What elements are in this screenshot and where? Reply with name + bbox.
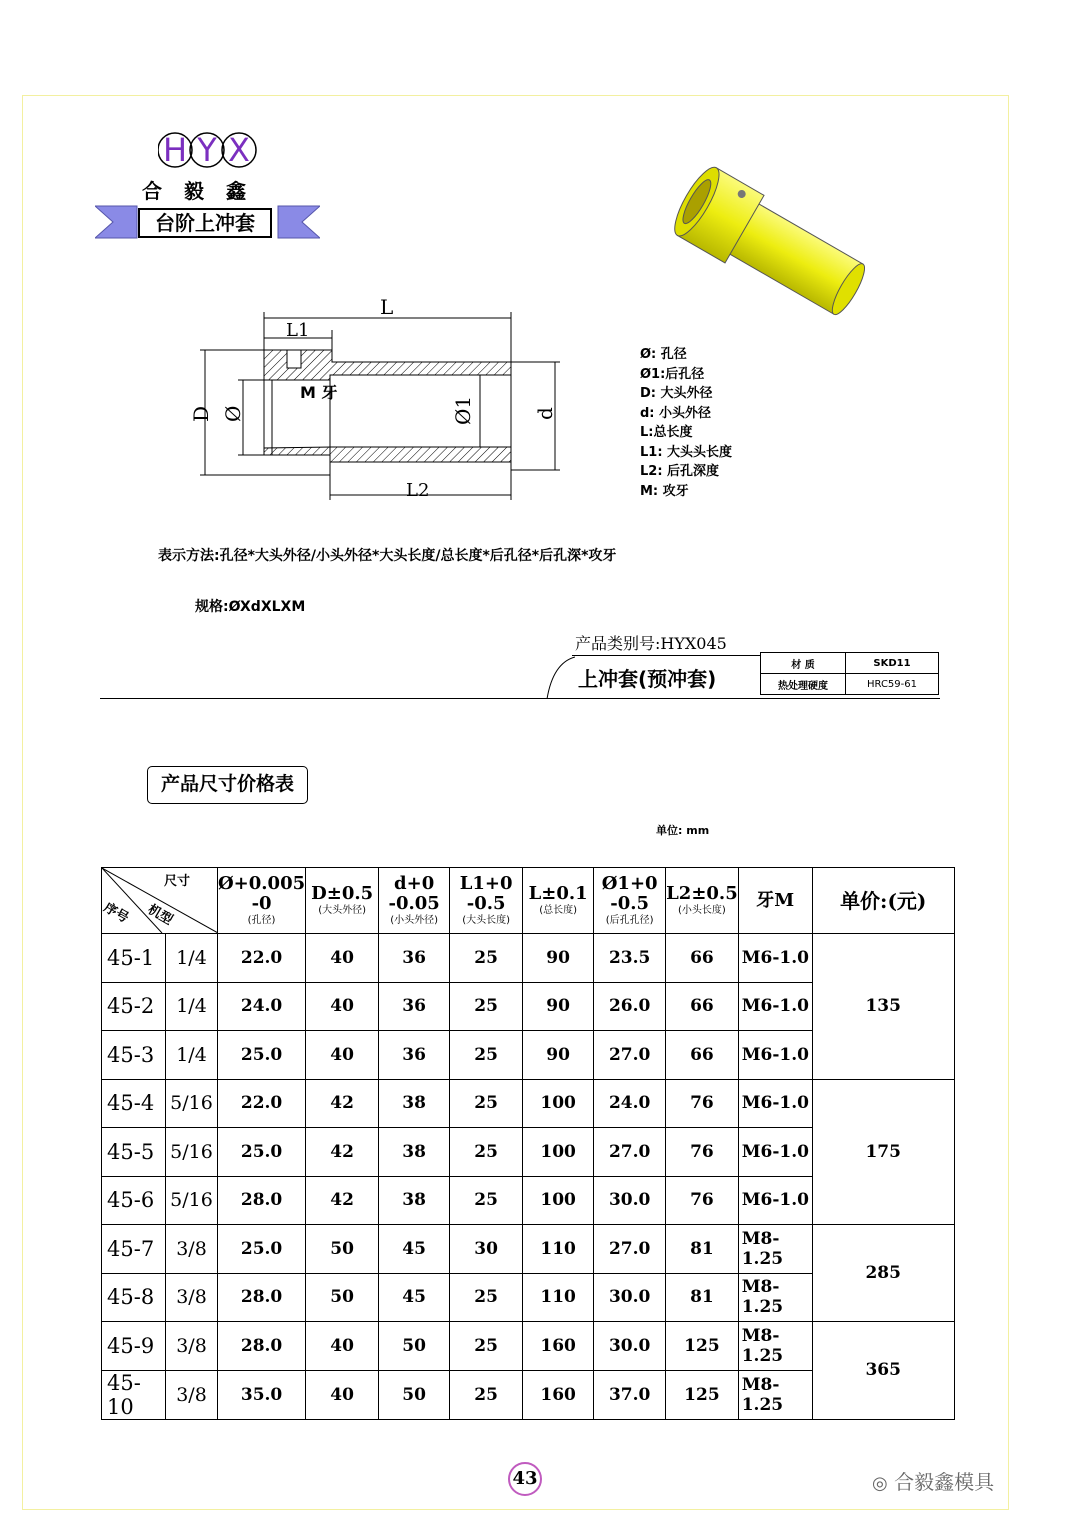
table-cell: 45-2 [102, 982, 166, 1031]
table-cell: 50 [379, 1322, 450, 1371]
dim-l: L [380, 295, 394, 319]
table-cell: 22.0 [218, 934, 306, 983]
table-cell: 25.0 [218, 1128, 306, 1177]
table-cell: 100 [523, 1176, 594, 1225]
table-cell: 3/8 [166, 1273, 218, 1322]
logo-letter-x: X [228, 131, 250, 169]
table-cell: 50 [306, 1273, 379, 1322]
table-cell: 37.0 [594, 1370, 666, 1419]
dim-l1: L1 [286, 320, 310, 341]
table-cell: 27.0 [594, 1128, 666, 1177]
table-cell: 5/16 [166, 1079, 218, 1128]
title-rule [572, 655, 760, 656]
table-cell: 45-6 [102, 1176, 166, 1225]
table-cell: 30.0 [594, 1273, 666, 1322]
table-cell: 25 [450, 1176, 523, 1225]
table-cell: 125 [666, 1322, 739, 1371]
unit-label: 单位: mm [656, 824, 710, 837]
table-cell: 81 [666, 1273, 739, 1322]
table-cell: 50 [306, 1225, 379, 1274]
price-table [101, 867, 955, 1420]
legend-item: d: 小头外径 [640, 405, 712, 421]
legend-item: M: 攻牙 [640, 483, 689, 499]
table-cell: 45-3 [102, 1031, 166, 1080]
table-cell: 24.0 [594, 1079, 666, 1128]
table-row [102, 1225, 955, 1274]
table-cell: 90 [523, 934, 594, 983]
table-cell: M6-1.0 [738, 982, 812, 1031]
table-row [102, 1079, 955, 1128]
logo-letter-y: Y [197, 131, 217, 169]
table-cell: 36 [379, 1031, 450, 1080]
col-header: L±0.1 (总长度) [523, 868, 594, 934]
table-cell: 40 [306, 1370, 379, 1419]
col-header: 单价:(元) [812, 868, 954, 934]
table-cell: M6-1.0 [738, 1031, 812, 1080]
table-cell: M8-1.25 [738, 1322, 812, 1371]
product-name: 上冲套(预冲套) [578, 667, 717, 691]
table-cell: 125 [666, 1370, 739, 1419]
title-curve [545, 655, 575, 699]
table-cell: 42 [306, 1128, 379, 1177]
watermark [872, 1466, 994, 1495]
table-cell: 36 [379, 982, 450, 1031]
table-cell: 40 [306, 1322, 379, 1371]
part-3d-render [665, 160, 875, 330]
price-cell: 285 [812, 1225, 954, 1322]
col-header: L1+0 -0.5 (大头长度) [450, 868, 523, 934]
company-name: 合毅鑫 [142, 179, 268, 203]
corner-model: 机型 [144, 902, 176, 929]
label-m-thread: M 牙 [300, 383, 338, 402]
table-cell: 30.0 [594, 1322, 666, 1371]
table-row [102, 934, 955, 983]
logo-letter-h: H [162, 131, 188, 169]
table-cell: 45-5 [102, 1128, 166, 1177]
dim-l2: L2 [406, 480, 430, 501]
col-header: L2±0.5 (小头长度) [666, 868, 739, 934]
table-cell: 25 [450, 1370, 523, 1419]
table-cell: 45 [379, 1225, 450, 1274]
table-cell: 100 [523, 1079, 594, 1128]
table-cell: M8-1.25 [738, 1225, 812, 1274]
table-cell: 45 [379, 1273, 450, 1322]
table-cell: 5/16 [166, 1176, 218, 1225]
catalog-number: 产品类别号:HYX045 [575, 634, 727, 653]
table-cell: 3/8 [166, 1225, 218, 1274]
table-cell: M6-1.0 [738, 1176, 812, 1225]
table-cell: 40 [306, 1031, 379, 1080]
price-cell: 175 [812, 1079, 954, 1225]
table-cell: 25 [450, 1128, 523, 1177]
table-cell: 100 [523, 1128, 594, 1177]
table-cell: 160 [523, 1322, 594, 1371]
table-cell: M8-1.25 [738, 1370, 812, 1419]
hardness-value: HRC59-61 [846, 674, 939, 695]
table-cell: 76 [666, 1176, 739, 1225]
table-cell: M6-1.0 [738, 1079, 812, 1128]
table-cell: 66 [666, 1031, 739, 1080]
legend-item: D: 大头外径 [640, 386, 713, 401]
table-cell: M6-1.0 [738, 934, 812, 983]
spec-text: 规格:ØXdXLXM [195, 599, 306, 615]
table-cell: 36 [379, 934, 450, 983]
table-cell: 1/4 [166, 934, 218, 983]
material-label: 材 质 [761, 653, 846, 674]
table-cell: 38 [379, 1176, 450, 1225]
notation-text: 表示方法:孔径*大头外径/小头外径*大头长度/总长度*后孔径*后孔深*攻牙 [158, 548, 617, 564]
hardness-label: 热处理硬度 [761, 674, 846, 695]
legend-item: L1: 大头头长度 [640, 444, 733, 460]
table-cell: 25.0 [218, 1225, 306, 1274]
table-cell: 160 [523, 1370, 594, 1419]
table-cell: 23.5 [594, 934, 666, 983]
table-cell: 25.0 [218, 1031, 306, 1080]
table-cell: 66 [666, 934, 739, 983]
table-cell: 45-8 [102, 1273, 166, 1322]
table-cell: 45-9 [102, 1322, 166, 1371]
category-label: 台阶上冲套 [138, 208, 272, 238]
table-cell: M8-1.25 [738, 1273, 812, 1322]
table-cell: 3/8 [166, 1370, 218, 1419]
legend [640, 345, 732, 501]
table-cell: 28.0 [218, 1176, 306, 1225]
table-cell: 90 [523, 1031, 594, 1080]
col-header: Ø+0.005 -0 (孔径) [218, 868, 306, 934]
table-cell: 25 [450, 1322, 523, 1371]
page-number: 43 [508, 1462, 542, 1496]
table-cell: 28.0 [218, 1273, 306, 1322]
corner-serial: 序号 [100, 900, 132, 927]
table-cell: 66 [666, 982, 739, 1031]
table-cell: 38 [379, 1128, 450, 1177]
table-header-row [102, 868, 955, 934]
section-drawing [180, 290, 580, 510]
table-cell: 24.0 [218, 982, 306, 1031]
table-cell: 42 [306, 1079, 379, 1128]
table-cell: 110 [523, 1225, 594, 1274]
col-header: Ø1+0 -0.5 (后孔孔径) [594, 868, 666, 934]
col-header: d+0 -0.05 (小头外径) [379, 868, 450, 934]
table-cell: 26.0 [594, 982, 666, 1031]
table-cell: 76 [666, 1079, 739, 1128]
table-cell: 3/8 [166, 1322, 218, 1371]
section-title: 产品尺寸价格表 [147, 766, 308, 804]
table-cell: 40 [306, 934, 379, 983]
table-row [102, 1322, 955, 1371]
table-cell: 40 [306, 982, 379, 1031]
material-table [760, 652, 939, 695]
dim-phi1: Ø1 [451, 395, 475, 425]
price-cell: 365 [812, 1322, 954, 1420]
table-cell: 50 [379, 1370, 450, 1419]
col-header: D±0.5 (大头外径) [306, 868, 379, 934]
table-cell: 25 [450, 1079, 523, 1128]
legend-item: Ø: 孔径 [640, 347, 687, 362]
table-cell: 25 [450, 934, 523, 983]
table-cell: 110 [523, 1273, 594, 1322]
table-cell: 25 [450, 982, 523, 1031]
divider [100, 698, 940, 699]
material-value: SKD11 [846, 653, 939, 674]
table-cell: 25 [450, 1273, 523, 1322]
table-cell: 38 [379, 1079, 450, 1128]
table-cell: 28.0 [218, 1322, 306, 1371]
wechat-icon: ◎ [872, 1473, 888, 1494]
table-cell: 27.0 [594, 1031, 666, 1080]
col-header: 牙M [738, 868, 812, 934]
table-cell: 81 [666, 1225, 739, 1274]
hyx-logo [158, 128, 258, 172]
table-cell: 1/4 [166, 982, 218, 1031]
corner-size: 尺寸 [164, 874, 191, 889]
dim-d-outer: D [189, 405, 213, 422]
legend-item: L2: 后孔深度 [640, 464, 720, 479]
table-cell: 1/4 [166, 1031, 218, 1080]
table-cell: 45-4 [102, 1079, 166, 1128]
table-cell: 90 [523, 982, 594, 1031]
watermark-text: 合毅鑫模具 [894, 1470, 995, 1494]
table-cell: 35.0 [218, 1370, 306, 1419]
table-cell: 42 [306, 1176, 379, 1225]
table-cell: 22.0 [218, 1079, 306, 1128]
table-cell: 45-1 [102, 934, 166, 983]
legend-item: L:总长度 [640, 425, 693, 440]
dim-phi: Ø [221, 405, 245, 422]
table-cell: 27.0 [594, 1225, 666, 1274]
dim-d-small: d [533, 407, 557, 420]
table-cell: 30.0 [594, 1176, 666, 1225]
table-cell: 45-7 [102, 1225, 166, 1274]
table-cell: 5/16 [166, 1128, 218, 1177]
table-cell: 30 [450, 1225, 523, 1274]
corner-header [102, 868, 218, 934]
price-cell: 135 [812, 934, 954, 1080]
legend-item: Ø1:后孔径 [640, 366, 705, 382]
table-cell: 45-10 [102, 1370, 166, 1419]
table-cell: M6-1.0 [738, 1128, 812, 1177]
table-cell: 76 [666, 1128, 739, 1177]
table-cell: 25 [450, 1031, 523, 1080]
